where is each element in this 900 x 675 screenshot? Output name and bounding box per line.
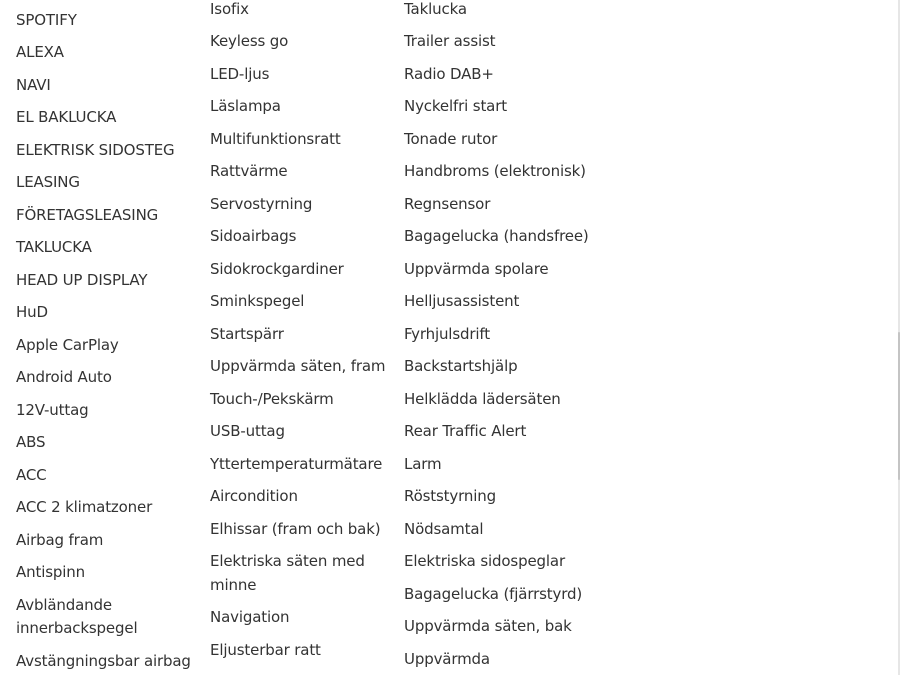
equipment-item: Multifunktionsratt	[210, 129, 341, 148]
equipment-item: Uppvärmda säten, bak	[404, 617, 572, 636]
equipment-item: HuD	[16, 303, 48, 322]
equipment-item: Radio DAB+	[404, 64, 494, 83]
equipment-item: Regnsensor	[404, 194, 491, 213]
equipment-item: Avbländande innerbackspegel	[16, 595, 138, 638]
equipment-item: Elektriska sidospeglar	[404, 552, 565, 571]
equipment-item: Isofix	[210, 0, 249, 18]
equipment-item: SPOTIFY	[16, 11, 77, 29]
equipment-item: LED-ljus	[210, 64, 270, 83]
equipment-item: Android Auto	[16, 368, 112, 387]
equipment-item: FÖRETAGSLEASING	[16, 205, 159, 224]
equipment-item: Touch-/Pekskärm	[210, 389, 334, 408]
equipment-item: Helklädda lädersäten	[404, 389, 561, 408]
equipment-item: ACC	[16, 465, 47, 484]
equipment-item: ALEXA	[16, 43, 64, 62]
equipment-item: LEASING	[16, 173, 80, 192]
equipment-item: USB-uttag	[210, 422, 285, 441]
equipment-item: Startspärr	[210, 324, 284, 343]
equipment-item: Läslampa	[210, 97, 281, 116]
equipment-item: TAKLUCKA	[16, 238, 92, 257]
equipment-item: Uppvärmda spolare	[404, 259, 549, 278]
equipment-item: Airbag fram	[16, 530, 104, 549]
equipment-item: Aircondition	[210, 487, 298, 506]
equipment-item: Sidoairbags	[210, 227, 297, 246]
equipment-item: Uppvärmda	[404, 649, 490, 668]
equipment-item: Navigation	[210, 608, 290, 627]
equipment-item: Handbroms (elektronisk)	[404, 162, 586, 181]
equipment-column-2	[210, 0, 390, 671]
equipment-item: NAVI	[16, 75, 51, 94]
equipment-column-3	[404, 0, 604, 675]
equipment-item: Taklucka	[404, 0, 467, 18]
equipment-item: HEAD UP DISPLAY	[16, 270, 148, 289]
equipment-item: Sminkspegel	[210, 292, 305, 311]
equipment-item: Antispinn	[16, 563, 85, 582]
equipment-item: Keyless go	[210, 32, 289, 51]
equipment-item: Nyckelfri start	[404, 97, 507, 116]
equipment-item: Backstartshjälp	[404, 357, 518, 376]
equipment-item: Elektriska säten med minne	[210, 552, 365, 594]
equipment-item: Apple CarPlay	[16, 335, 119, 354]
equipment-item: Elhissar (fram och bak)	[210, 519, 381, 538]
equipment-item: Eljusterbar ratt	[210, 640, 321, 659]
equipment-item: Sidokrockgardiner	[210, 259, 344, 278]
equipment-item: Bagagelucka (fjärrstyrd)	[404, 584, 583, 603]
equipment-item: ACC 2 klimatzoner	[16, 498, 153, 517]
equipment-column-1	[16, 4, 196, 675]
equipment-item: Helljusassistent	[404, 292, 520, 311]
equipment-item: Röststyrning	[404, 487, 497, 506]
equipment-item: Uppvärmda säten, fram	[210, 357, 386, 376]
equipment-item: Yttertemperaturmätare	[210, 454, 383, 473]
equipment-item: 12V-uttag	[16, 400, 89, 419]
equipment-item: Rear Traffic Alert	[404, 422, 527, 441]
equipment-item: Trailer assist	[404, 32, 496, 51]
equipment-item: Avstängningsbar airbag	[16, 651, 191, 670]
equipment-item: Rattvärme	[210, 162, 288, 181]
equipment-item: ELEKTRISK SIDOSTEG	[16, 140, 175, 159]
equipment-item: Larm	[404, 454, 442, 473]
equipment-item: Bagagelucka (handsfree)	[404, 227, 589, 246]
equipment-item: Fyrhjulsdrift	[404, 324, 490, 343]
equipment-item: ABS	[16, 433, 46, 452]
equipment-item: EL BAKLUCKA	[16, 108, 117, 127]
equipment-item: Tonade rutor	[404, 129, 498, 148]
equipment-item: Nödsamtal	[404, 519, 484, 538]
equipment-item: Servostyrning	[210, 194, 313, 213]
